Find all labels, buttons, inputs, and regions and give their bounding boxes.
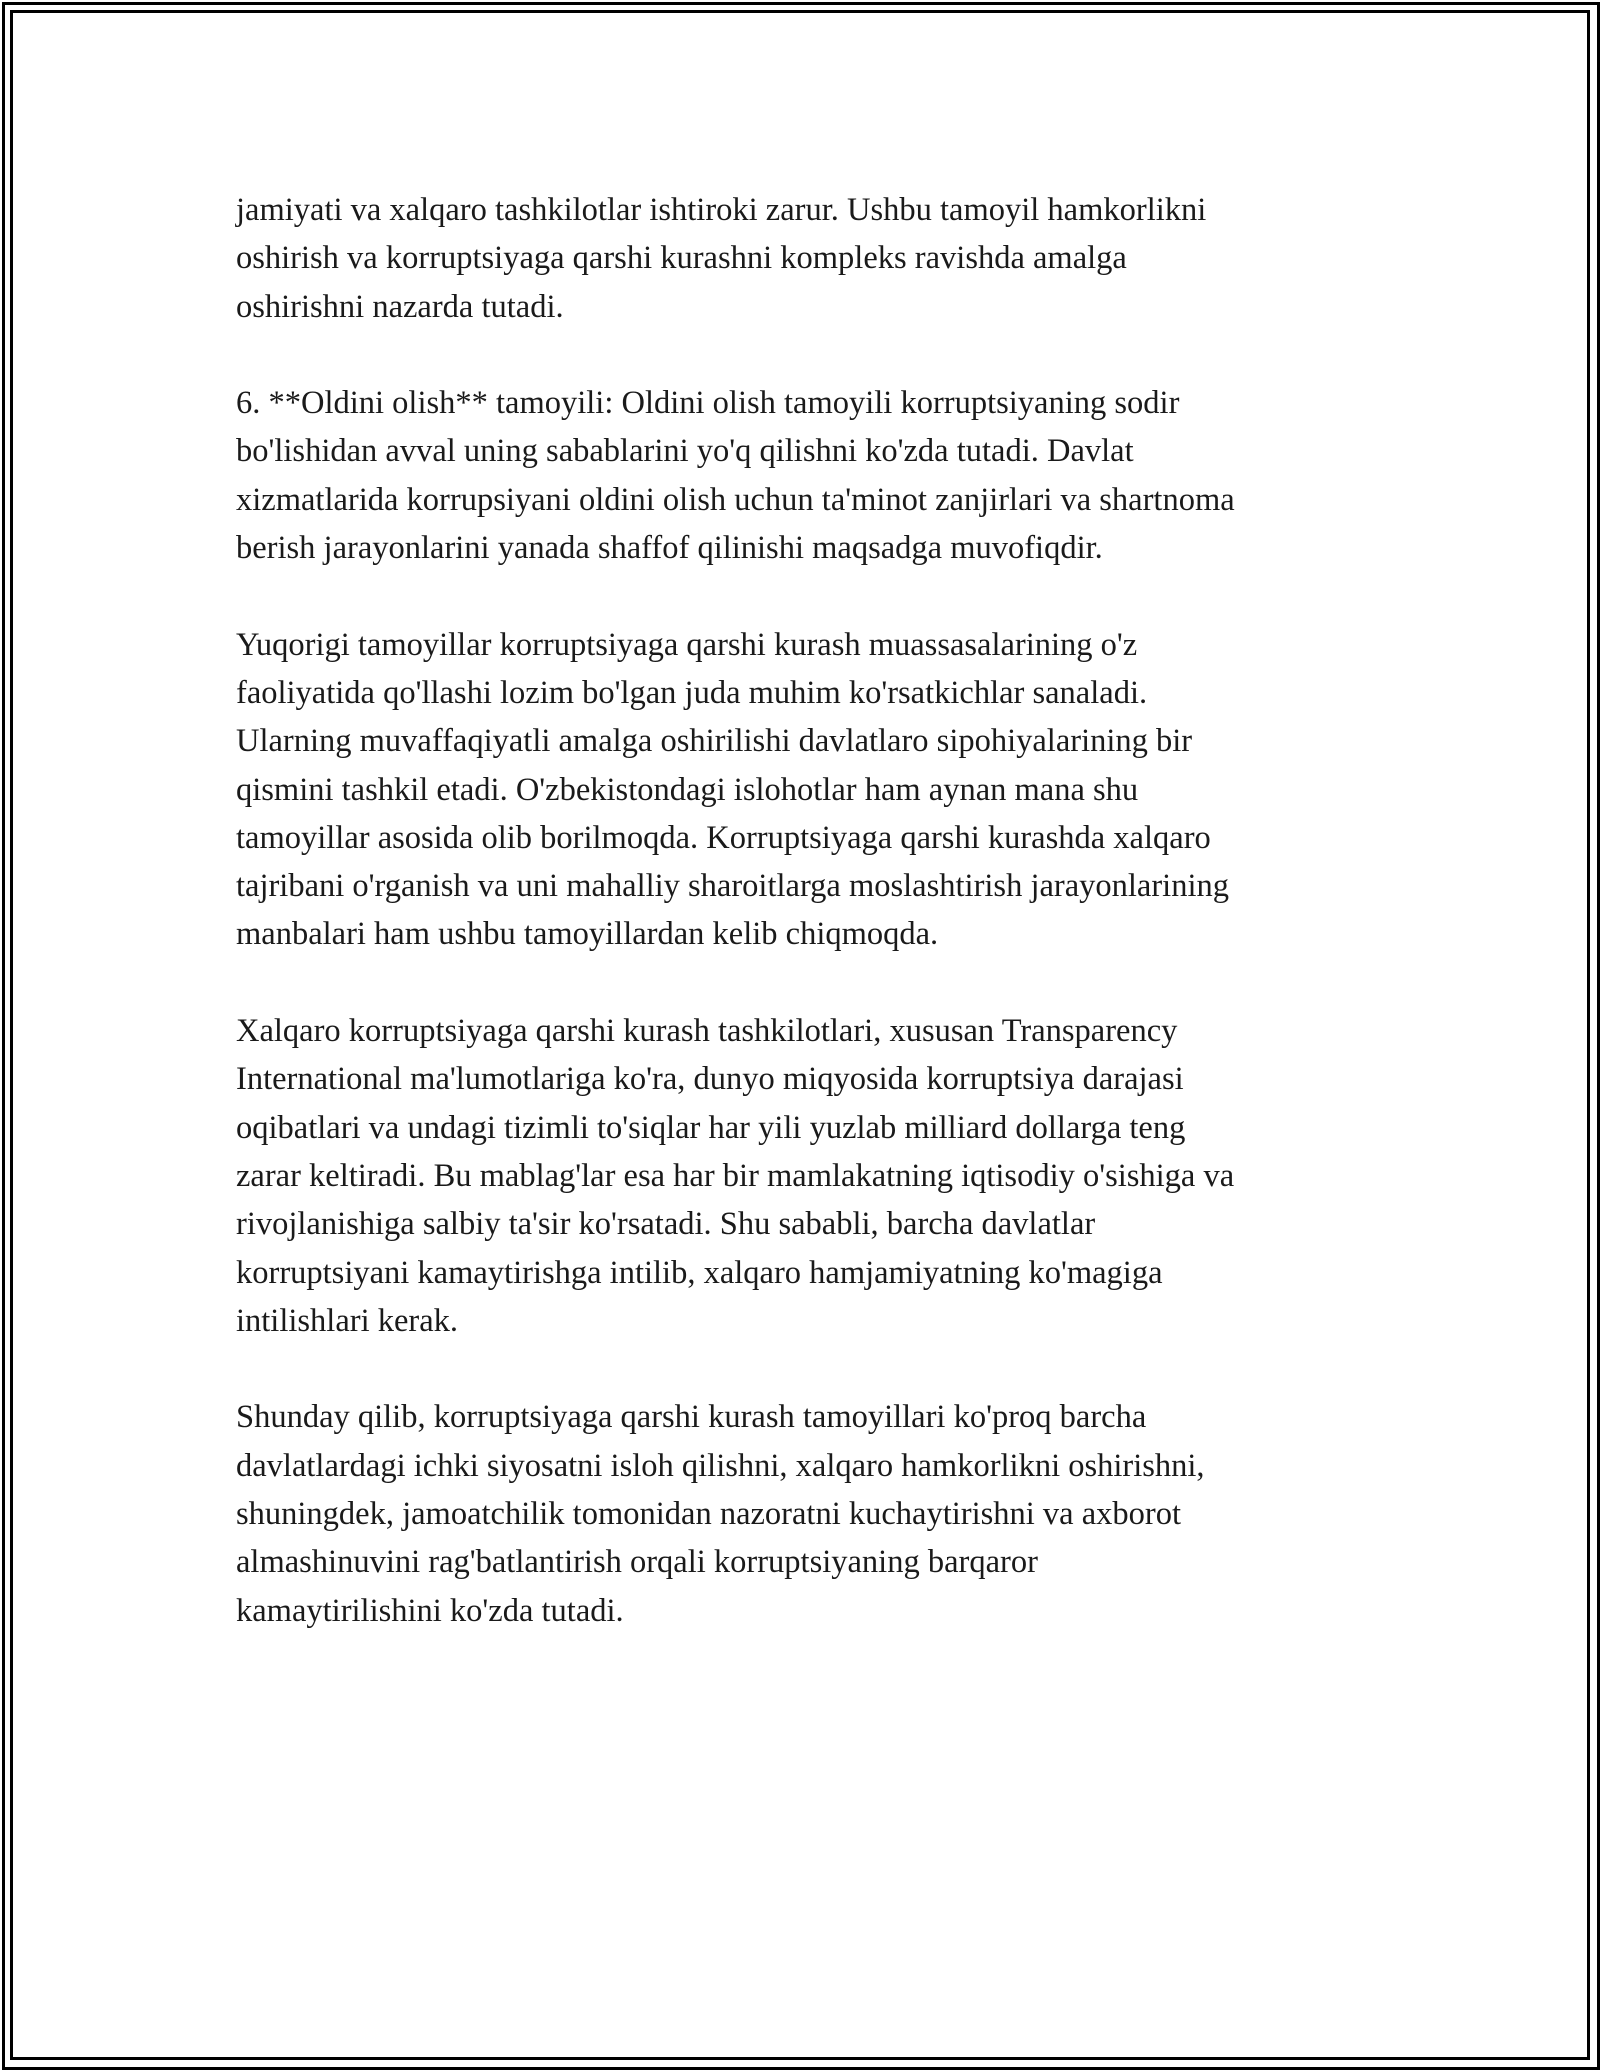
paragraph-conclusion: Shunday qilib, korruptsiyaga qarshi kurash tamoyillari ko'proq barcha davlatlardagi ichki siyosatni isloh qilishni, xalqaro hamkorlikni oshirishni, shuningdek, jamoatchilik tomonidan nazoratni kuchaytirishni va axborot almashinuvini rag'batlantirish orqali korruptsiyaning barqaror kamaytirilishini ko'zda tutadi. <box>236 1399 1205 1629</box>
document-body <box>236 186 1386 1683</box>
paragraph-prevention-principle: 6. **Oldini olish** tamoyili: Oldini olish tamoyili korruptsiyaning sodir bo'lishidan avval uning sabablarini yo'q qilishni ko'zda tutadi. Davlat xizmatlarida korrupsiyani oldini olish uchun ta'minot zanjirlari va shartnoma berish jarayonlarini yanada shaffof qilinishi maqsadga muvofiqdir. <box>236 385 1235 567</box>
paragraph-collaboration-continuation: jamiyati va xalqaro tashkilotlar ishtiroki zarur. Ushbu tamoyil hamkorlikni oshirish va korruptsiyaga qarshi kurashni kompleks ravishda amalga oshirishni nazarda tutadi. <box>236 192 1207 325</box>
paragraph-principles-importance: Yuqorigi tamoyillar korruptsiyaga qarshi kurash muassasalarining o'z faoliyatida qo'llashi lozim bo'lgan juda muhim ko'rsatkichlar sanaladi. Ularning muvaffaqiyatli amalga oshirilishi davlatlaro sipohiyalarining bir qismini tashkil etadi. O'zbekistondagi islohotlar ham aynan mana shu tamoyillar asosida olib borilmoqda. Korruptsiyaga qarshi kurashda xalqaro tajribani o'rganish va uni mahalliy sharoitlarga moslashtirish jarayonlarining manbalari ham ushbu tamoyillardan kelib chiqmoqda. <box>236 626 1229 953</box>
paragraph-international-organizations: Xalqaro korruptsiyaga qarshi kurash tashkilotlari, xususan Transparency International ma'lumotlariga ko'ra, dunyo miqyosida korruptsiya darajasi oqibatlari va undagi tizimli to'siqlar har yili yuzlab milliard dollarga teng zarar keltiradi. Bu mablag'lar esa har bir mamlakatning iqtisodiy o'sishiga va rivojlanishiga salbiy ta'sir ko'rsatadi. Shu sababli, barcha davlatlar korruptsiyani kamaytirishga intilib, xalqaro hamjamiyatning ko'magiga intilishlari kerak. <box>236 1013 1235 1339</box>
